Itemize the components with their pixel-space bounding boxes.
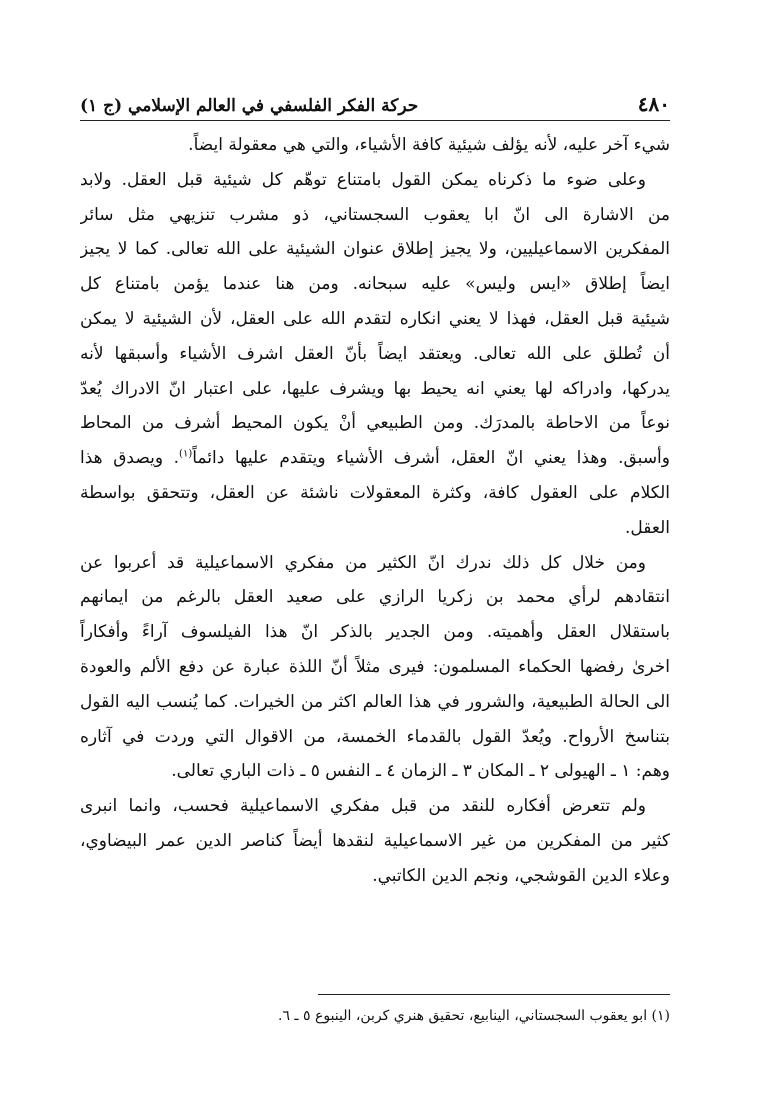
text-line: باستقلال العقل وأهميته. ومن الجدير بالذكر انّ هذا الفيلسوف آراءً وأفكاراً (80, 622, 670, 643)
text-line: كثير من المفكرين من غير الاسماعيلية لنقدها أيضاً كناصر الدين عمر البيضاوي، (80, 830, 670, 851)
text-line: ولم تتعرض أفكاره للنقد من قبل مفكري الاسماعيلية فحسب، وانما انبرى (80, 796, 646, 817)
header-divider (80, 120, 670, 121)
text-line: يدركها، وادراكه لها يعني انه يحيط بها ويشرف عليها، على اعتبار انّ الادراك يُعدّ (80, 378, 670, 399)
text-line: أن تُطلق على الله تعالى. ويعتقد ايضاً بأنّ العقل اشرف الأشياء وأسبقها لأنه (80, 343, 670, 364)
running-title: حركة الفكر الفلسفي في العالم الإسلامي (ج ١) (80, 96, 419, 116)
text-line: نوعاً من الاحاطة بالمدرَك. ومن الطبيعي أنْ يكون المحيط أشرف من المحاط (80, 413, 670, 434)
text-line: من الاشارة الى انّ ابا يعقوب السجستاني، ذو مشرب تنزيهي مثل سائر (80, 204, 670, 225)
text-line: شيئية قبل العقل، فهذا لا يعني انكاره لتقدم الله على العقل، لأن الشيئية لا يمكن (80, 308, 670, 329)
text-line: وعلاء الدين القوشجي، ونجم الدين الكاتبي. (372, 865, 670, 886)
footnote-divider (318, 994, 670, 995)
page-header (80, 86, 670, 116)
text-line: ومن خلال كل ذلك ندرك انّ الكثير من مفكري الاسماعيلية قد أعربوا عن (80, 552, 646, 573)
body-text (80, 128, 670, 894)
text-line: المفكرين الاسماعيليين، ولا يجيز إطلاق عنوان الشيئية على الله تعالى. كما لا يجيز (80, 239, 670, 260)
text-segment: وأسبق. وهذا يعني انّ العقل، أشرف الأشياء ويتقدم عليها دائماً (192, 448, 670, 469)
text-line: وعلى ضوء ما ذكرناه يمكن القول بامتناع توهّم كل شيئية قبل العقل. ولابد (80, 169, 646, 190)
text-segment: . ويصدق هذا (80, 448, 180, 469)
footnote: (١) ابو يعقوب السجستاني، الينابيع، تحقيق هنري كربن، الينبوع ٥ ـ ٦. (278, 1008, 670, 1024)
text-line: ايضاً إطلاق «ايس وليس» عليه سبحانه. ومن هنا عندما يؤمن بامتناع كل (80, 274, 670, 295)
footnote-marker[interactable]: (١) (179, 448, 193, 460)
text-line: انتقادهم لرأي محمد بن زكريا الرازي على صعيد العقل بالرغم من ايمانهم (80, 587, 670, 608)
text-line: شيء آخر عليه، لأنه يؤلف شيئية كافة الأشياء، والتي هي معقولة ايضاً. (188, 135, 670, 155)
text-line: العقل. (625, 517, 670, 538)
page-number: ٤٨٠ (637, 92, 670, 116)
text-line: الكلام على العقول كافة، وكثرة المعقولات ناشئة عن العقل، وتتحقق بواسطة (80, 482, 670, 503)
text-line-with-footnote (80, 441, 670, 476)
text-line: الى الحالة الطبيعية، والشرور في هذا العالم اكثر من الخيرات. كما يُنسب اليه القول (80, 691, 670, 712)
text-line: اخرىٰ رفضها الحكماء المسلمون: فيرى مثلاً أنّ اللذة عبارة عن دفع الألم والعودة (80, 656, 670, 677)
text-line: بتناسخ الأرواح. ويُعدّ القول بالقدماء الخمسة، من الاقوال التي وردت في آثاره (80, 726, 670, 747)
text-line: وهم: ١ ـ الهيولى ٢ ـ المكان ٣ ـ الزمان ٤ ـ النفس ٥ ـ ذات الباري تعالى. (171, 761, 670, 782)
